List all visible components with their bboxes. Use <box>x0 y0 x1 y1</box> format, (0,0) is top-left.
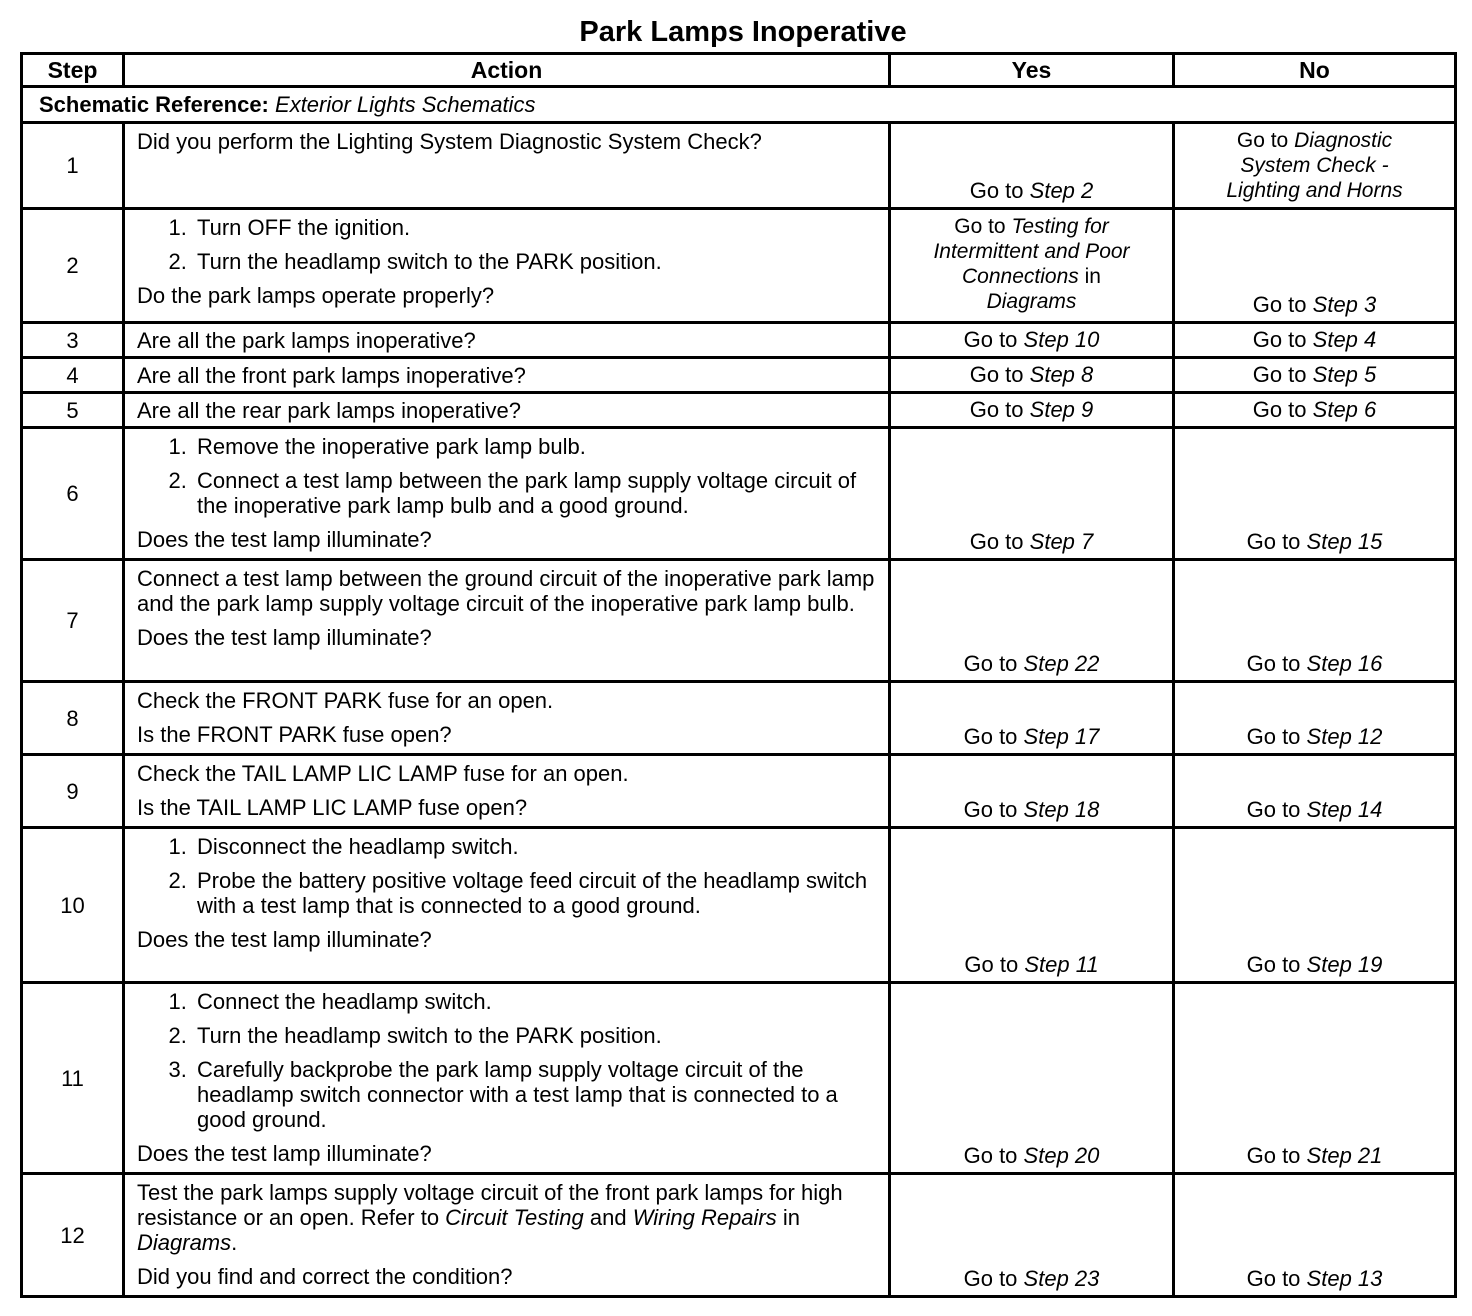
wiring-repairs-link[interactable]: Wiring Repairs <box>632 1205 777 1230</box>
header-action: Action <box>124 54 890 87</box>
yes-cell <box>890 428 1174 560</box>
goto-text: Go to <box>1246 1143 1301 1168</box>
goto-text: Go to <box>963 326 1018 352</box>
goto-step-link[interactable]: Step 23 <box>1023 1266 1100 1291</box>
diagrams-link[interactable]: Diagrams <box>986 290 1077 313</box>
goto-text: Go to <box>1236 129 1289 152</box>
yes-cell <box>890 983 1174 1174</box>
goto-step-link[interactable]: Step 3 <box>1312 292 1377 317</box>
table-row <box>22 828 1456 983</box>
goto-step-link[interactable]: Step 8 <box>1029 361 1094 387</box>
goto-step-link[interactable]: Step 13 <box>1306 1266 1383 1291</box>
goto-step-link[interactable]: Step 12 <box>1306 724 1383 749</box>
question-text: Did you perform the Lighting System Diagnostic System Check? <box>137 129 762 154</box>
table-row <box>22 682 1456 755</box>
instruction-item: 2. Turn the headlamp switch to the PARK position. <box>193 249 878 274</box>
goto-text: Go to <box>963 724 1018 749</box>
step-number: 10 <box>22 828 124 983</box>
header-no: No <box>1174 54 1456 87</box>
yes-cell <box>890 358 1174 393</box>
yes-cell <box>890 682 1174 755</box>
instruction-item: 2. Turn the headlamp switch to the PARK position. <box>193 1023 878 1048</box>
goto-text: Go to <box>963 797 1018 822</box>
instruction-text-part: in <box>776 1205 801 1230</box>
yes-line <box>901 264 1162 289</box>
step-number: 6 <box>22 428 124 560</box>
goto-text: Go to <box>1246 1266 1301 1291</box>
goto-step-link[interactable]: Step 4 <box>1312 326 1377 352</box>
question-text: Do the park lamps operate properly? <box>137 283 495 308</box>
action-cell <box>124 428 890 560</box>
no-cell <box>1174 828 1456 983</box>
step-number: 2 <box>22 209 124 323</box>
question-text: Does the test lamp illuminate? <box>137 927 432 952</box>
goto-text: Go to <box>969 361 1024 387</box>
goto-text: Go to <box>1246 952 1301 977</box>
goto-step-link[interactable]: Step 5 <box>1312 361 1377 387</box>
goto-text: Go to <box>969 178 1024 203</box>
yes-cell <box>890 209 1174 323</box>
in-text: in <box>1084 265 1101 288</box>
action-cell <box>124 358 890 393</box>
schematic-label: Schematic Reference: <box>39 92 269 117</box>
goto-step-link[interactable]: Step 6 <box>1312 396 1377 422</box>
action-cell <box>124 682 890 755</box>
circuit-testing-link[interactable]: Circuit Testing <box>445 1205 584 1230</box>
action-cell <box>124 828 890 983</box>
instruction-item: 1. Disconnect the headlamp switch. <box>193 834 878 859</box>
question-text: Does the test lamp illuminate? <box>137 625 432 650</box>
question-text: Are all the park lamps inoperative? <box>137 327 476 353</box>
goto-text: Go to <box>1246 724 1301 749</box>
instruction-text-part: and <box>583 1205 633 1230</box>
step-number: 12 <box>22 1174 124 1297</box>
step-number: 4 <box>22 358 124 393</box>
testing-link[interactable]: Testing for <box>1011 215 1109 238</box>
header-step: Step <box>22 54 124 87</box>
goto-step-link[interactable]: Step 7 <box>1029 529 1094 554</box>
instruction-list <box>137 989 878 1132</box>
no-cell <box>1174 209 1456 323</box>
step-number: 7 <box>22 560 124 682</box>
no-cell <box>1174 428 1456 560</box>
page-title: Park Lamps Inoperative <box>579 16 907 48</box>
action-cell <box>124 755 890 828</box>
table-row <box>22 560 1456 682</box>
goto-step-link[interactable]: Step 20 <box>1023 1143 1100 1168</box>
table-row <box>22 393 1456 428</box>
diagnostic-table <box>20 52 1457 1298</box>
table-row <box>22 358 1456 393</box>
action-cell <box>124 1174 890 1297</box>
goto-step-link[interactable]: Step 21 <box>1306 1143 1383 1168</box>
testing-link-cont[interactable]: Intermittent and Poor <box>933 240 1130 263</box>
table-row <box>22 755 1456 828</box>
goto-text: Go to <box>963 1143 1018 1168</box>
goto-text: Go to <box>1252 292 1307 317</box>
instruction-text <box>137 1180 878 1255</box>
goto-step-link[interactable]: Step 2 <box>1029 178 1094 203</box>
schematic-row <box>22 87 1456 123</box>
instruction-text: Connect a test lamp between the ground circuit of the inoperative park lamp and the park lamp supply voltage circuit of the inoperative park lamp bulb. <box>137 566 875 616</box>
table-row <box>22 983 1456 1174</box>
no-cell <box>1174 560 1456 682</box>
step-number: 1 <box>22 123 124 209</box>
table-row <box>22 428 1456 560</box>
instruction-list <box>137 215 878 274</box>
question-text: Are all the front park lamps inoperative? <box>137 362 526 388</box>
yes-cell <box>890 755 1174 828</box>
yes-cell <box>890 828 1174 983</box>
instruction-text: Check the TAIL LAMP LIC LAMP fuse for an open. <box>137 761 629 786</box>
goto-text: Go to <box>964 952 1019 977</box>
yes-cell <box>890 393 1174 428</box>
yes-cell <box>890 123 1174 209</box>
goto-step-link[interactable]: Step 15 <box>1306 529 1383 554</box>
yes-cell <box>890 560 1174 682</box>
table-row <box>22 323 1456 358</box>
no-cell <box>1174 983 1456 1174</box>
table-row <box>22 1174 1456 1297</box>
goto-text: Go to <box>1246 529 1301 554</box>
yes-cell <box>890 1174 1174 1297</box>
goto-text: Go to <box>1252 326 1307 352</box>
goto-text: Go to <box>954 215 1006 238</box>
goto-step-link[interactable]: Step 10 <box>1023 326 1100 352</box>
action-cell <box>124 323 890 358</box>
no-cell <box>1174 323 1456 358</box>
step-number: 5 <box>22 393 124 428</box>
action-cell <box>124 123 890 209</box>
no-line <box>1185 128 1444 153</box>
table-row <box>22 123 1456 209</box>
table-row <box>22 209 1456 323</box>
goto-step-link[interactable]: Step 9 <box>1029 396 1094 422</box>
header-yes: Yes <box>890 54 1174 87</box>
question-text: Did you find and correct the condition? <box>137 1264 513 1289</box>
question-text: Is the TAIL LAMP LIC LAMP fuse open? <box>137 795 528 820</box>
goto-text: Go to <box>1246 797 1301 822</box>
action-cell <box>124 393 890 428</box>
question-text: Does the test lamp illuminate? <box>137 1141 432 1166</box>
goto-text: Go to <box>1252 396 1307 422</box>
question-text: Are all the rear park lamps inoperative? <box>137 397 521 423</box>
step-number: 3 <box>22 323 124 358</box>
goto-text: Go to <box>969 396 1024 422</box>
instruction-item: 2. Connect a test lamp between the park lamp supply voltage circuit of the inoperative park lamp bulb and a good ground. <box>193 468 878 518</box>
instruction-text-part: . <box>231 1230 238 1255</box>
action-cell <box>124 560 890 682</box>
goto-step-link[interactable]: Step 11 <box>1024 952 1099 977</box>
goto-step-link[interactable]: Step 22 <box>1023 651 1100 676</box>
no-cell <box>1174 123 1456 209</box>
action-cell <box>124 983 890 1174</box>
diagnostic-link-cont[interactable]: System Check - <box>1240 154 1389 177</box>
step-number: 9 <box>22 755 124 828</box>
no-cell <box>1174 682 1456 755</box>
instruction-item: 1. Connect the headlamp switch. <box>193 989 878 1014</box>
no-cell <box>1174 755 1456 828</box>
no-cell <box>1174 358 1456 393</box>
goto-step-link[interactable]: Step 17 <box>1023 724 1100 749</box>
diagnostic-link[interactable]: Diagnostic <box>1294 129 1393 152</box>
yes-line <box>901 214 1162 239</box>
instruction-list <box>137 834 878 918</box>
instruction-text: Check the FRONT PARK fuse for an open. <box>137 688 554 713</box>
instruction-item: 2. Probe the battery positive voltage feed circuit of the headlamp switch with a test lamp that is connected to a good ground. <box>193 868 878 918</box>
instruction-text-part: Test the park lamps supply voltage circuit of the front park lamps for high resistance or an open. Refer to <box>137 1180 843 1230</box>
goto-text: Go to <box>963 1266 1018 1291</box>
goto-text: Go to <box>969 529 1024 554</box>
testing-link-cont[interactable]: Connections <box>962 265 1079 288</box>
no-cell <box>1174 1174 1456 1297</box>
instruction-list <box>137 434 878 518</box>
goto-text: Go to <box>963 651 1018 676</box>
step-number: 11 <box>22 983 124 1174</box>
diagnostic-link-cont[interactable]: Lighting and Horns <box>1226 179 1403 202</box>
action-cell <box>124 209 890 323</box>
instruction-item: 3. Carefully backprobe the park lamp supply voltage circuit of the headlamp switch connector with a test lamp that is connected to a good ground. <box>193 1057 878 1132</box>
schematic-link[interactable]: Exterior Lights Schematics <box>275 92 536 117</box>
goto-text: Go to <box>1252 361 1307 387</box>
no-cell <box>1174 393 1456 428</box>
question-text: Does the test lamp illuminate? <box>137 527 432 552</box>
goto-step-link[interactable]: Step 16 <box>1306 651 1383 676</box>
header-row <box>22 54 1456 87</box>
yes-cell <box>890 323 1174 358</box>
instruction-item: 1. Remove the inoperative park lamp bulb. <box>193 434 878 459</box>
question-text: Is the FRONT PARK fuse open? <box>137 722 452 747</box>
instruction-item: 1. Turn OFF the ignition. <box>193 215 878 240</box>
goto-step-link[interactable]: Step 18 <box>1023 797 1100 822</box>
schematic-reference <box>22 87 1456 123</box>
goto-step-link[interactable]: Step 19 <box>1306 952 1383 977</box>
goto-text: Go to <box>1246 651 1301 676</box>
step-number: 8 <box>22 682 124 755</box>
diagrams-link[interactable]: Diagrams <box>137 1230 232 1255</box>
goto-step-link[interactable]: Step 14 <box>1306 797 1383 822</box>
